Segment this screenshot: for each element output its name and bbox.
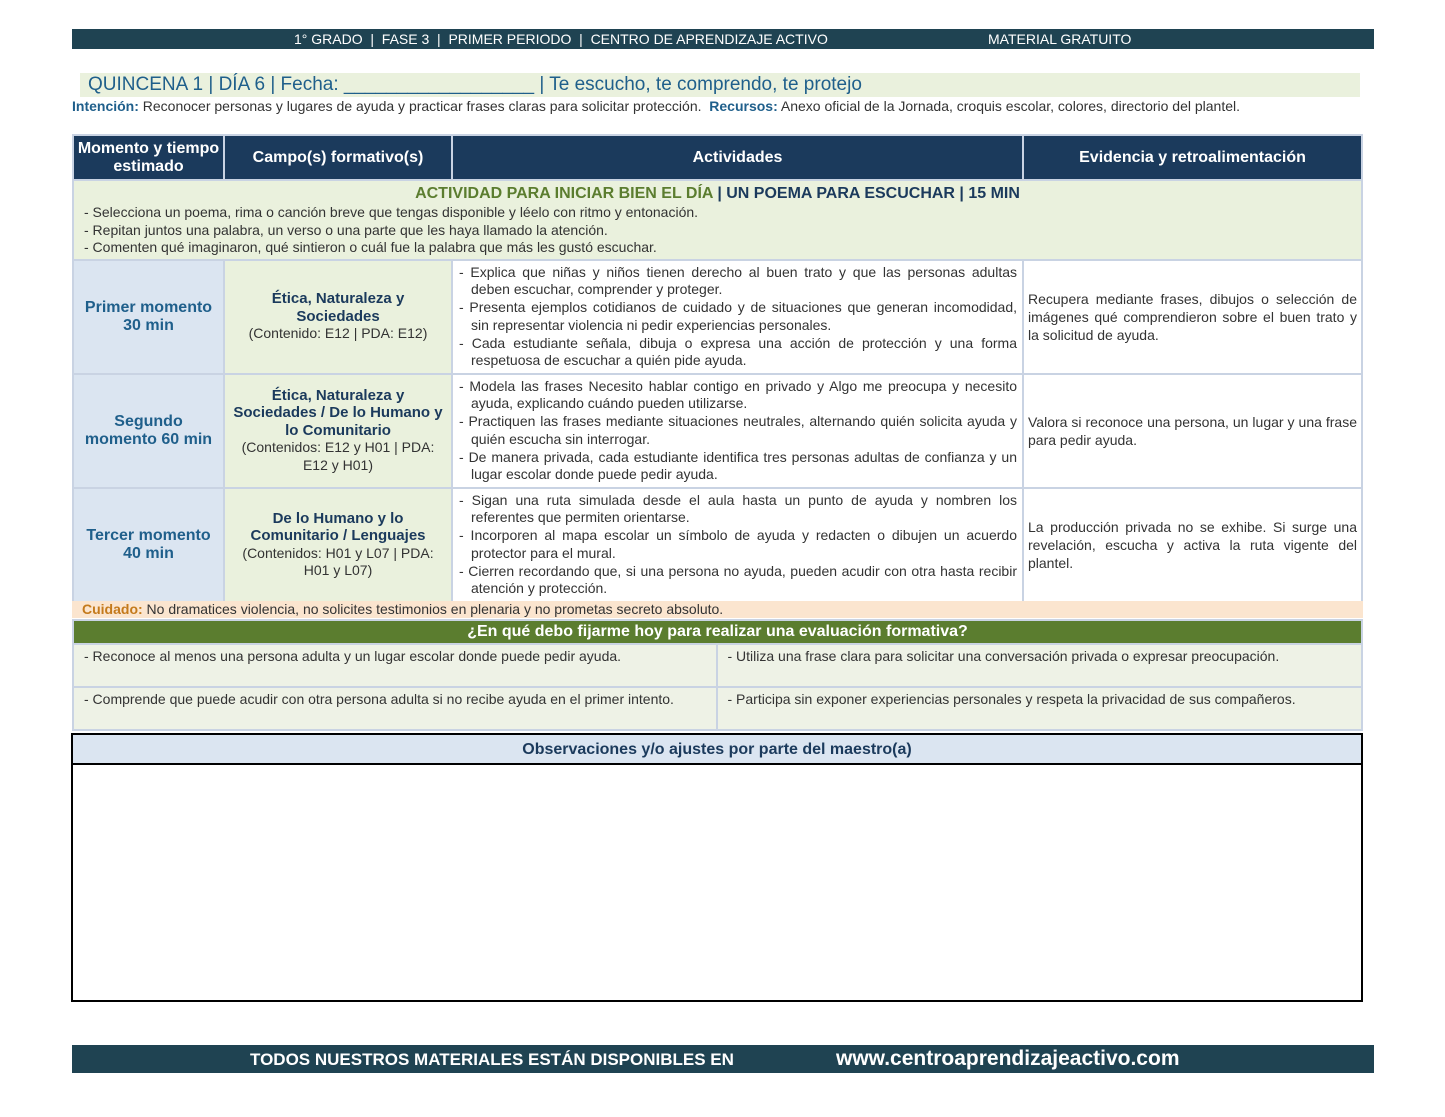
care-note [72,601,1363,618]
table-row [74,489,1361,603]
title-band [80,73,1360,97]
list-item: - Explica que niñas y niños tienen derecho al buen trato y que las personas adultas deben escuchar, comprender y proteger. [459,263,1017,298]
activities-cell [453,375,1024,489]
start-activity-title [74,184,1361,204]
start-activity-block [74,181,1361,261]
evaluation-item: - Utiliza una frase clara para solicitar una conversación privada o expresar preocupación. [718,643,1362,686]
header-evidence: Evidencia y retroalimentación [1024,136,1361,181]
header-free-material: MATERIAL GRATUITO [988,31,1132,47]
footer-url-link[interactable]: www.centroaprendizajeactivo.com [836,1047,1180,1070]
plan-table [72,134,1363,605]
field-cell [225,375,453,489]
care-label: Cuidado: [82,601,143,617]
top-header-bar [72,29,1374,49]
start-activity-list [74,204,1361,257]
page-title: QUINCENA 1 | DÍA 6 | Fecha: __________________ | Te escucho, te comprendo, te protejo [88,74,862,95]
table-header-row [74,136,1361,181]
header-grade-info: 1° GRADO | FASE 3 | PRIMER PERIODO | CENTRO DE APRENDIZAJE ACTIVO [294,31,828,47]
evaluation-row [74,643,1361,686]
field-name: Ética, Naturaleza y Sociedades [271,290,405,325]
table-row [74,261,1361,375]
footer-label: TODOS NUESTROS MATERIALES ESTÁN DISPONIBLES EN [250,1050,734,1069]
list-item: - De manera privada, cada estudiante identifica tres personas adultas de confianza y un lugar escolar donde puede pedir ayuda. [459,448,1017,483]
activities-cell [453,489,1024,603]
evaluation-row [74,686,1361,729]
field-content: (Contenido: E12 | PDA: E12) [248,325,428,342]
resources-label: Recursos: [709,98,778,114]
observations-title: Observaciones y/o ajustes por parte del maestro(a) [73,735,1361,765]
start-activity-title-navy: | UN POEMA PARA ESCUCHAR | 15 MIN [717,185,1020,202]
header-field: Campo(s) formativo(s) [225,136,453,181]
list-item: - Presenta ejemplos cotidianos de cuidado y de situaciones que generan incomodidad, sin representar violencia ni pedir experiencias personales. [459,299,1017,333]
evaluation-item: - Reconoce al menos una persona adulta y un lugar escolar donde puede pedir ayuda. [74,643,718,686]
evidence-cell: Recupera mediante frases, dibujos o selección de imágenes qué comprendieron sobre el buen trato y la solicitud de ayuda. [1024,261,1361,375]
footer-bar [72,1045,1374,1073]
evaluation-item: - Comprende que puede acudir con otra persona adulta si no recibe ayuda en el primer intento. [74,686,718,729]
list-item: - Comenten qué imaginaron, qué sintieron o cuál fue la palabra que más les gustó escuchar. [84,239,657,255]
activities-cell [453,261,1024,375]
list-item: - Practiquen las frases mediante situaciones neutrales, alternando quién solicita ayuda y quién escucha sin interrogar. [459,413,1017,447]
field-cell [225,261,453,375]
list-item: - Sigan una ruta simulada desde el aula hasta un punto de ayuda y nombren los referentes que permiten orientarse. [459,491,1017,526]
list-item: - Repitan juntos una palabra, un verso o una parte que les haya llamado la atención. [84,221,608,238]
field-content: (Contenidos: E12 y H01 | PDA: E12 y H01) [241,439,435,473]
evaluation-item: - Participa sin exponer experiencias personales y respeta la privacidad de sus compañeros. [718,686,1362,729]
moment-cell: Segundo momento 60 min [74,375,225,489]
care-text: No dramatices violencia, no solicites testimonios en plenaria y no prometas secreto absoluto. [146,601,724,617]
moment-cell: Tercer momento 40 min [74,489,225,603]
field-name: De lo Humano y lo Comunitario / Lenguajes [250,509,426,544]
intent-label: Intención: [72,98,139,114]
evidence-cell: Valora si reconoce una persona, un lugar y una frase para pedir ayuda. [1024,375,1361,489]
evaluation-title: ¿En qué debo fijarme hoy para realizar una evaluación formativa? [74,621,1361,643]
intent-text: Reconocer personas y lugares de ayuda y practicar frases claras para solicitar protección. [142,98,702,114]
evidence-cell: La producción privada no se exhibe. Si surge una revelación, escucha y activa la ruta vigente del plantel. [1024,489,1361,603]
field-name: Ética, Naturaleza y Sociedades / De lo Humano y lo Comunitario [233,386,443,439]
start-activity-title-green: ACTIVIDAD PARA INICIAR BIEN EL DÍA [415,185,713,202]
evaluation-section [72,619,1363,731]
observations-box [71,733,1363,1002]
field-content: (Contenidos: H01 y L07 | PDA: H01 y L07) [242,544,434,578]
list-item: - Incorporen al mapa escolar un símbolo de ayuda y redacten o dibujen un acuerdo protector para el mural. [459,527,1017,561]
moment-cell: Primer momento 30 min [74,261,225,375]
intent-paragraph [72,97,1374,115]
resources-text: Anexo oficial de la Jornada, croquis escolar, colores, directorio del plantel. [780,98,1241,114]
list-item: - Selecciona un poema, rima o canción breve que tengas disponible y léelo con ritmo y entonación. [84,204,699,220]
list-item: - Cada estudiante señala, dibuja o expresa una acción de protección y una forma respetuosa de escuchar a quién pide ayuda. [459,334,1017,369]
list-item: - Cierren recordando que, si una persona no ayuda, pueden acudir con otra hasta recibir atención y protección. [459,562,1017,597]
table-row [74,375,1361,489]
header-moment: Momento y tiempo estimado [74,136,225,181]
header-activities: Actividades [453,136,1024,181]
field-cell [225,489,453,603]
list-item: - Modela las frases Necesito hablar contigo en privado y Algo me preocupa y necesito ayuda, explicando cuándo pueden utilizarse. [459,377,1017,412]
